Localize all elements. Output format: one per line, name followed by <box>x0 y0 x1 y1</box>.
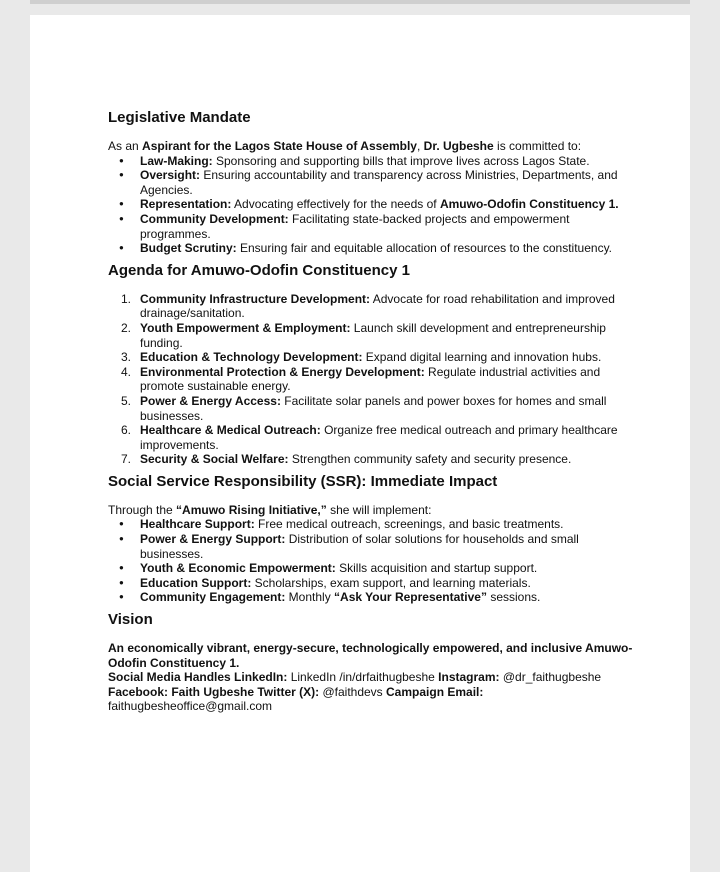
ssr-intro: Through the “Amuwo Rising Initiative,” she will implement: <box>108 502 432 517</box>
list-item: ● Representation: Advocating effectively for the needs of Amuwo-Odofin Constituency 1. <box>140 197 638 212</box>
list-item: ● Community Development: Facilitating state-backed projects and empowerment programmes. <box>140 212 638 241</box>
list-item: ● Healthcare Support: Free medical outreach, screenings, and basic treatments. <box>140 517 638 532</box>
legislative-list <box>108 154 638 256</box>
list-item: 1. Community Infrastructure Development: Advocate for road rehabilitation and improved drainage/sanitation. <box>121 291 615 321</box>
linkedin-handle: LinkedIn /in/drfaithugbeshe <box>287 670 439 685</box>
list-item: 5. Power & Energy Access: Facilitate solar panels and power boxes for homes and small businesses. <box>121 393 607 423</box>
list-item: 3. Education & Technology Development: Expand digital learning and innovation hubs. <box>121 350 602 365</box>
legislative-intro: As an Aspirant for the Lagos State House of Assembly, Dr. Ugbeshe is committed to: <box>108 139 582 153</box>
list-item: 2. Youth Empowerment & Employment: Launch skill development and entrepreneurship funding. <box>121 320 606 350</box>
list-item: ● Law-Making: Sponsoring and supporting bills that improve lives across Lagos State. <box>140 154 638 169</box>
vision-statement: An economically vibrant, energy-secure, technologically empowered, and inclusive Amuwo-Odofin Constituency 1. <box>108 641 633 670</box>
legislative-heading: Legislative Mandate <box>108 109 251 126</box>
document-page <box>30 15 690 872</box>
agenda-list <box>108 292 638 467</box>
contact-info: Social Media Handles LinkedIn: LinkedIn /in/drfaithugbeshe Instagram: @dr_faithugbeshe Facebook: Faith Ugbeshe Twitter (X): @faithdevs Campaign Email: faithugbesheoffice@gmail.com <box>108 670 602 714</box>
list-item: 7. Security & Social Welfare: Strengthen community safety and security presence. <box>121 452 572 467</box>
list-item: ● Community Engagement: Monthly “Ask Your Representative” sessions. <box>140 590 638 605</box>
ssr-list <box>108 517 638 605</box>
vision-heading: Vision <box>108 611 153 629</box>
ssr-heading: Social Service Responsibility (SSR): Immediate Impact <box>108 472 498 490</box>
list-item: ● Power & Energy Support: Distribution of solar solutions for households and small businesses. <box>140 532 638 561</box>
campaign-email: faithugbesheoffice@gmail.com <box>108 699 273 714</box>
twitter-handle: @faithdevs <box>319 684 387 699</box>
list-item: ● Education Support: Scholarships, exam support, and learning materials. <box>140 576 638 591</box>
agenda-heading: Agenda for Amuwo-Odofin Constituency 1 <box>108 261 410 279</box>
list-item: ● Oversight: Ensuring accountability and transparency across Ministries, Departments, and Agencies. <box>140 168 638 197</box>
top-divider <box>30 0 690 4</box>
list-item: 4. Environmental Protection & Energy Development: Regulate industrial activities and promote sustainable energy. <box>121 364 601 394</box>
list-item: ● Budget Scrutiny: Ensuring fair and equitable allocation of resources to the constituency. <box>140 241 638 256</box>
instagram-handle: @dr_faithugbeshe <box>499 670 602 685</box>
document-content <box>108 109 638 714</box>
list-item: ● Youth & Economic Empowerment: Skills acquisition and startup support. <box>140 561 638 576</box>
list-item: 6. Healthcare & Medical Outreach: Organize free medical outreach and primary healthcare improvements. <box>121 423 618 452</box>
